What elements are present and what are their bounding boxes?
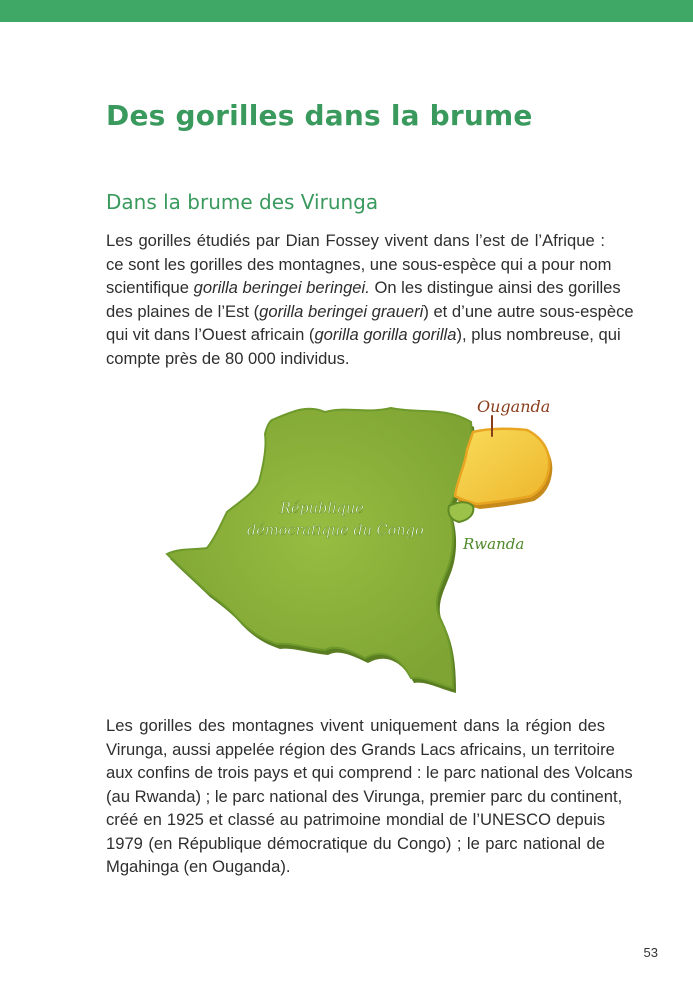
paragraph-line: créé en 1925 et classé au patrimoine mondial de l’UNESCO depuis	[106, 810, 605, 829]
paragraph-line: Les gorilles des montagnes vivent uniquement dans la région des	[106, 716, 605, 735]
rwanda-shape	[448, 502, 473, 522]
paragraph-line: aux confins de trois pays et qui comprend : le parc national des Volcans	[106, 763, 633, 782]
text-run: ) et d’une autre sous-espèce	[423, 301, 634, 321]
top-color-bar	[0, 0, 693, 22]
paragraph-intro	[106, 229, 634, 370]
paragraph-line: 1979 (en République démocratique du Congo) ; le parc national de	[106, 833, 605, 853]
text-run: qui vit dans l’Ouest africain (	[106, 325, 315, 344]
drc-label-line1: République	[280, 501, 364, 517]
text-run: scientifique	[106, 278, 194, 297]
page-number: 53	[643, 945, 658, 960]
paragraph-line: ce sont les gorilles des montagnes, une sous-espèce qui a pour nom	[106, 254, 612, 274]
paragraph-line: (au Rwanda) ; le parc national des Virunga, premier parc du continent,	[106, 786, 623, 806]
text-run: On les distingue ainsi des gorilles	[369, 278, 621, 297]
drc-label-line2: démocratique du Congo	[247, 523, 424, 539]
page-title: Des gorilles dans la brume	[106, 99, 533, 132]
drc-shape	[167, 408, 472, 688]
text-run: ), plus nombreuse, qui	[456, 325, 621, 344]
rwanda-label: Rwanda	[463, 535, 525, 553]
paragraph-line: compte près de 80 000 individus.	[106, 348, 350, 368]
paragraph-line	[106, 276, 621, 300]
species-name: gorilla beringei graueri	[259, 301, 424, 321]
paragraph-line	[106, 300, 634, 324]
paragraph-virunga	[106, 714, 633, 879]
paragraph-line: Mgahinga (en Ouganda).	[106, 857, 291, 876]
species-name: gorilla beringei beringei.	[193, 278, 370, 297]
uganda-shape	[455, 429, 549, 504]
species-name: gorilla gorilla gorilla	[314, 325, 457, 344]
paragraph-line: Virunga, aussi appelée région des Grands Lacs africains, un territoire	[106, 739, 615, 759]
paragraph-line	[106, 323, 621, 347]
uganda-label: Ouganda	[477, 397, 551, 416]
paragraph-line: Les gorilles étudiés par Dian Fossey vivent dans l’est de l’Afrique :	[106, 231, 605, 250]
section-heading: Dans la brume des Virunga	[106, 190, 379, 214]
text-run: des plaines de l’Est (	[106, 301, 260, 321]
map-illustration	[155, 386, 575, 702]
